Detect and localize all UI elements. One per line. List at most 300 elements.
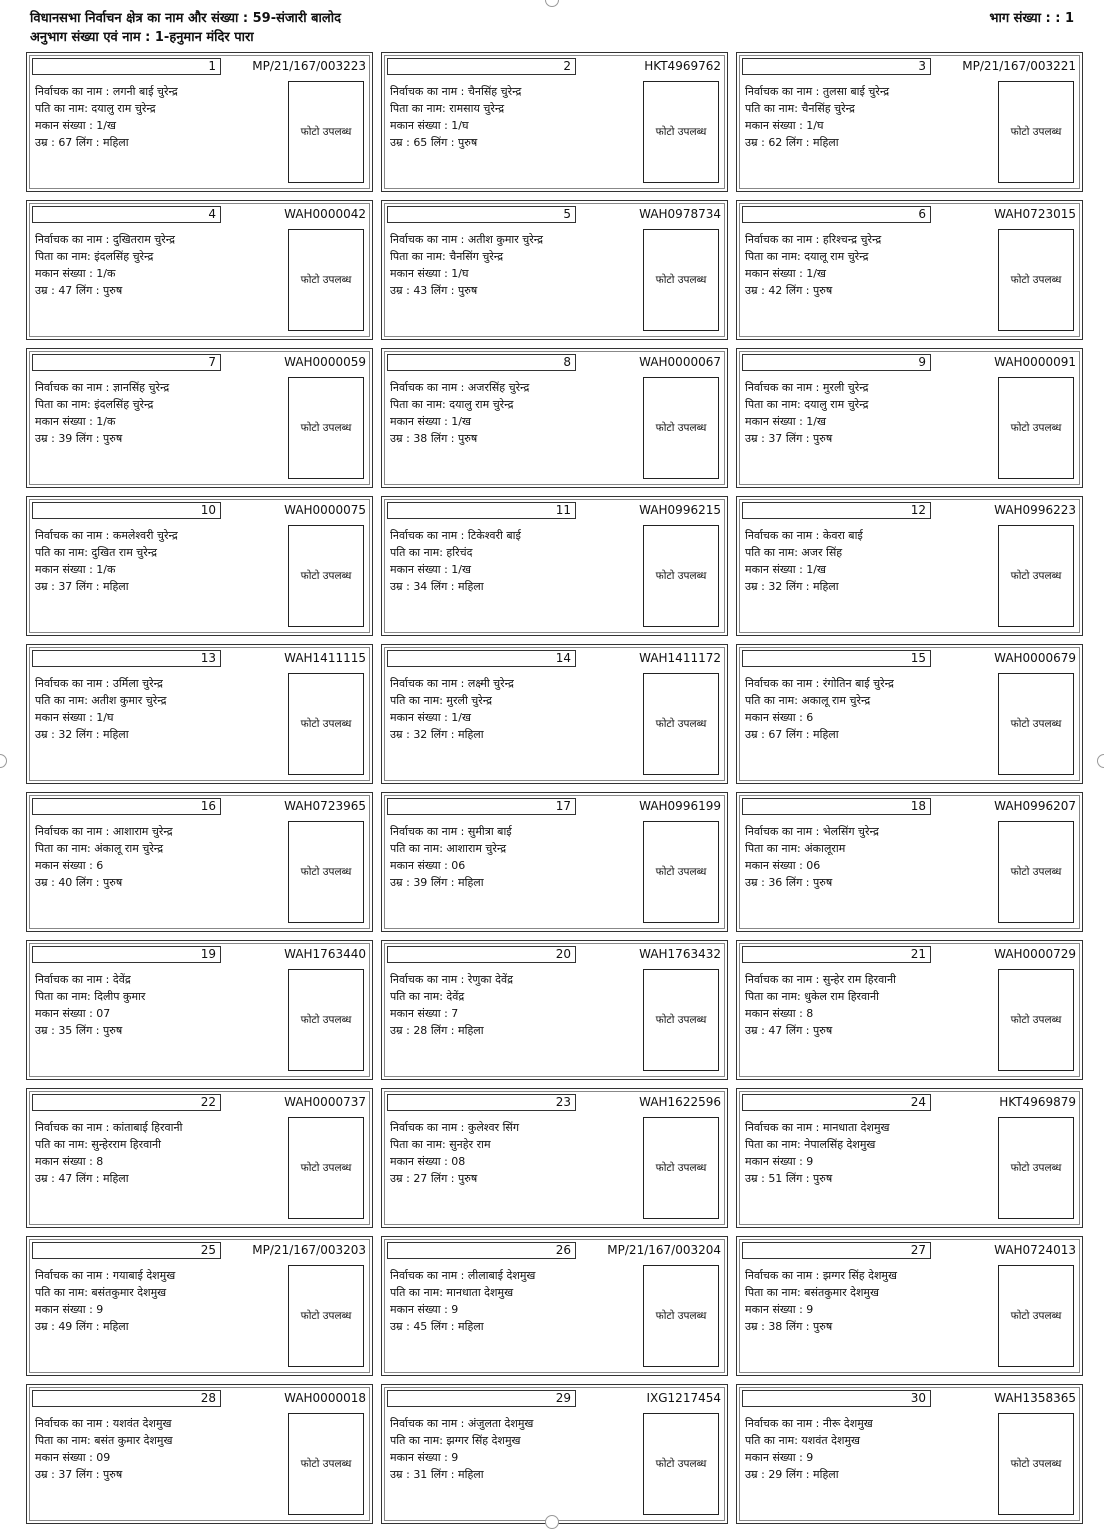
age-value: 65 (413, 136, 428, 149)
elector-label: निर्वाचक का नाम (745, 1121, 813, 1134)
relative-name: दयालू राम चुरेन्द्र (804, 250, 869, 263)
gender-label: लिंग (785, 1024, 803, 1037)
relation-label: पिता का नाम (390, 398, 443, 411)
voter-details (35, 1415, 173, 1483)
relative-name-line: पति का नाम: अतीश कुमार चुरेन्द्र (35, 694, 167, 707)
serial-number: 20 (387, 946, 576, 963)
photo-box (288, 229, 364, 331)
house-label: मकान संख्या (390, 1451, 441, 1464)
age-gender-line: उम्र : 67 लिंग : महिला (745, 728, 839, 741)
house-number-line: मकान संख्या : 8 (35, 1155, 104, 1168)
age-gender-line: उम्र : 37 लिंग : पुरुष (745, 432, 833, 445)
photo-box (998, 1265, 1074, 1367)
elector-name: मुरली चुरेन्द्र (822, 381, 869, 394)
elector-name-line: निर्वाचक का नाम : तुलसा बाई चुरेन्द्र (745, 85, 890, 98)
house-number: 6 (96, 859, 104, 872)
house-number: 1/ख (451, 563, 471, 576)
relative-name-line: पिता का नाम: सुनहेर राम (390, 1138, 491, 1151)
photo-available-label: फोटो उपलब्ध (300, 422, 352, 434)
photo-box (643, 821, 719, 923)
serial-number: 30 (742, 1390, 931, 1407)
photo-box (643, 81, 719, 183)
relative-name-line: पति का नाम: दयालु राम चुरेन्द्र (35, 102, 156, 115)
gender-label: लिंग (430, 728, 448, 741)
gender-value: पुरुष (103, 432, 123, 445)
epic-number: MP/21/167/003203 (252, 1243, 366, 1257)
relation-label: पिता का नाम (390, 1138, 443, 1151)
relative-name: देवेंद्र (446, 990, 465, 1003)
age-gender-line: उम्र : 38 लिंग : पुरुष (745, 1320, 833, 1333)
age-gender-line: उम्र : 31 लिंग : महिला (390, 1468, 484, 1481)
relation-label: पति का नाम (35, 1138, 85, 1151)
elector-label: निर्वाचक का नाम (390, 1121, 458, 1134)
house-number: 1/घ (806, 119, 824, 132)
epic-number: WAH0000042 (284, 207, 366, 221)
elector-name-line: निर्वाचक का नाम : रेणुका देवेंद्र (390, 973, 513, 986)
elector-name-line: निर्वाचक का नाम : झग्गर सिंह देशमुख (745, 1269, 898, 1282)
age-gender-line: उम्र : 32 लिंग : महिला (745, 580, 839, 593)
elector-name: रेणुका देवेंद्र (467, 973, 513, 986)
gender-label: लिंग (430, 136, 448, 149)
elector-name: यशवंत देशमुख (112, 1417, 172, 1430)
photo-available-label: फोटो उपलब्ध (655, 1310, 707, 1322)
house-number: 07 (96, 1007, 111, 1020)
elector-label: निर्वाचक का नाम (745, 973, 813, 986)
age-value: 38 (413, 432, 428, 445)
elector-name-line: निर्वाचक का नाम : ज्ञानसिंह चुरेन्द्र (35, 381, 170, 394)
house-number: 06 (451, 859, 466, 872)
relative-name-line: पिता का नाम: अंकालूराम (745, 842, 846, 855)
relative-name-line: पति का नाम: अजर सिंह (745, 546, 843, 559)
voter-card (381, 644, 728, 784)
house-number-line: मकान संख्या : 9 (390, 1303, 459, 1316)
epic-number: MP/21/167/003221 (962, 59, 1076, 73)
relation-label: पिता का नाम (745, 398, 798, 411)
voter-details (35, 83, 178, 151)
relative-name: दयालु राम चुरेन्द्र (91, 102, 156, 115)
elector-name: अंजुलता देशमुख (467, 1417, 534, 1430)
house-number-line: मकान संख्या : 09 (35, 1451, 111, 1464)
gender-value: महिला (103, 1320, 129, 1333)
elector-label: निर्वाचक का नाम (390, 381, 458, 394)
house-number-line: मकान संख्या : 9 (745, 1303, 814, 1316)
photo-available-label: फोटो उपलब्ध (655, 1014, 707, 1026)
photo-available-label: फोटो उपलब्ध (300, 1162, 352, 1174)
voter-details (745, 971, 896, 1039)
house-number: 6 (806, 711, 814, 724)
registration-mark-right (1097, 754, 1104, 768)
voter-card (26, 792, 373, 932)
relative-name: इंदलसिंह चुरेन्द्र (94, 398, 154, 411)
gender-value: महिला (458, 728, 484, 741)
serial-number: 18 (742, 798, 931, 815)
epic-number: WAH0000067 (639, 355, 721, 369)
gender-label: लिंग (430, 1468, 448, 1481)
gender-value: महिला (458, 580, 484, 593)
epic-number: HKT4969762 (644, 59, 721, 73)
voter-card (26, 1236, 373, 1376)
photo-available-label: फोटो उपलब्ध (1010, 718, 1062, 730)
serial-number: 28 (32, 1390, 221, 1407)
age-gender-line: उम्र : 39 लिंग : पुरुष (35, 432, 123, 445)
relation-label: पिता का नाम (745, 1286, 798, 1299)
elector-name: गयाबाई देशमुख (112, 1269, 176, 1282)
serial-number: 16 (32, 798, 221, 815)
relative-name-line: पिता का नाम: अंकालू राम चुरेन्द्र (35, 842, 164, 855)
photo-available-label: फोटो उपलब्ध (655, 126, 707, 138)
voter-details (390, 823, 512, 891)
voter-card (26, 644, 373, 784)
voter-details (35, 527, 178, 595)
gender-label: लिंग (430, 1172, 448, 1185)
house-label: मकान संख्या (35, 267, 86, 280)
house-number-line: मकान संख्या : 06 (390, 859, 466, 872)
epic-number: WAH0996199 (639, 799, 721, 813)
epic-number: MP/21/167/003223 (252, 59, 366, 73)
age-value: 31 (413, 1468, 428, 1481)
part-number: भाग संख्या : : 1 (989, 11, 1074, 26)
relative-name: यशवंत देशमुख (801, 1434, 861, 1447)
house-label: मकान संख्या (35, 711, 86, 724)
elector-label: निर्वाचक का नाम (390, 85, 458, 98)
serial-number: 27 (742, 1242, 931, 1259)
photo-box (998, 81, 1074, 183)
voter-card (736, 644, 1083, 784)
elector-label: निर्वाचक का नाम (390, 233, 458, 246)
relative-name: चैनसिंग चुरेन्द्र (449, 250, 504, 263)
house-label: मकान संख्या (35, 563, 86, 576)
serial-number: 17 (387, 798, 576, 815)
elector-label: निर्वाचक का नाम (390, 1417, 458, 1430)
gender-value: पुरुष (458, 432, 478, 445)
epic-number: WAH0996207 (994, 799, 1076, 813)
gender-label: लिंग (785, 728, 803, 741)
voter-details (390, 527, 521, 595)
photo-box (288, 1413, 364, 1515)
age-gender-line: उम्र : 49 लिंग : महिला (35, 1320, 129, 1333)
house-number: 9 (96, 1303, 104, 1316)
age-value: 67 (768, 728, 783, 741)
elector-label: निर्वाचक का नाम (390, 825, 458, 838)
age-value: 47 (768, 1024, 783, 1037)
relative-name: दुखित राम चुरेन्द्र (91, 546, 158, 559)
age-gender-line: उम्र : 39 लिंग : महिला (390, 876, 484, 889)
age-label: उम्र (745, 728, 758, 741)
photo-box (288, 81, 364, 183)
relative-name: झग्गर सिंह देशमुख (446, 1434, 521, 1447)
age-value: 28 (413, 1024, 428, 1037)
relative-name-line: पिता का नाम: दयालु राम चुरेन्द्र (745, 398, 869, 411)
voter-card (26, 52, 373, 192)
photo-available-label: फोटो उपलब्ध (1010, 570, 1062, 582)
elector-name-line: निर्वाचक का नाम : टिकेश्वरी बाई (390, 529, 521, 542)
relative-name: इंदलसिंह चुरेन्द्र (94, 250, 154, 263)
age-gender-line: उम्र : 67 लिंग : महिला (35, 136, 129, 149)
elector-name: झग्गर सिंह देशमुख (822, 1269, 898, 1282)
house-label: मकान संख्या (35, 119, 86, 132)
elector-label: निर्वाचक का नाम (35, 677, 103, 690)
relative-name: बसंत कुमार देशमुख (94, 1434, 173, 1447)
elector-label: निर्वाचक का नाम (390, 529, 458, 542)
gender-value: महिला (458, 1468, 484, 1481)
elector-name: लगनी बाई चुरेन्द्र (112, 85, 178, 98)
elector-name-line: निर्वाचक का नाम : रंगोतिन बाई चुरेन्द्र (745, 677, 894, 690)
voter-card (26, 1088, 373, 1228)
age-value: 39 (58, 432, 73, 445)
relation-label: पति का नाम (390, 1286, 440, 1299)
gender-value: पुरुष (813, 1024, 833, 1037)
relative-name-line: पिता का नाम: चैनसिंग चुरेन्द्र (390, 250, 504, 263)
photo-box (643, 673, 719, 775)
relative-name: बसंतकुमार देशमुख (91, 1286, 167, 1299)
elector-name: भेलसिंग चुरेन्द्र (822, 825, 879, 838)
voter-card (736, 200, 1083, 340)
elector-name: उर्मिला चुरेन्द्र (112, 677, 163, 690)
gender-label: लिंग (75, 284, 93, 297)
gender-value: पुरुष (458, 1172, 478, 1185)
photo-box (998, 1117, 1074, 1219)
house-label: मकान संख्या (745, 859, 796, 872)
house-number: 9 (451, 1451, 459, 1464)
photo-box (643, 229, 719, 331)
relative-name-line: पति का नाम: आशाराम चुरेन्द्र (390, 842, 507, 855)
photo-available-label: फोटो उपलब्ध (300, 1014, 352, 1026)
age-label: उम्र (745, 1024, 758, 1037)
gender-label: लिंग (75, 136, 93, 149)
voter-card (381, 1384, 728, 1524)
voter-card (736, 1088, 1083, 1228)
elector-label: निर्वाचक का नाम (35, 381, 103, 394)
age-value: 42 (768, 284, 783, 297)
house-label: मकान संख्या (35, 1155, 86, 1168)
epic-number: WAH1763432 (639, 947, 721, 961)
house-label: मकान संख्या (745, 267, 796, 280)
house-number: 1/ख (806, 415, 826, 428)
relation-label: पति का नाम (390, 1434, 440, 1447)
elector-name: दुखितराम चुरेन्द्र (112, 233, 175, 246)
photo-available-label: फोटो उपलब्ध (300, 1310, 352, 1322)
voter-card (736, 496, 1083, 636)
age-label: उम्र (35, 136, 48, 149)
house-label: मकान संख्या (745, 1155, 796, 1168)
voter-details (35, 1267, 175, 1335)
gender-value: महिला (813, 728, 839, 741)
age-gender-line: उम्र : 43 लिंग : पुरुष (390, 284, 478, 297)
house-number-line: मकान संख्या : 9 (745, 1451, 814, 1464)
voter-details (745, 1267, 897, 1335)
elector-name: हरिश्चन्द्र चुरेन्द्र (822, 233, 882, 246)
epic-number: WAH0723965 (284, 799, 366, 813)
house-number: 9 (806, 1303, 814, 1316)
age-value: 47 (58, 1172, 73, 1185)
elector-name: आशाराम चुरेन्द्र (112, 825, 173, 838)
elector-name-line: निर्वाचक का नाम : भेलसिंग चुरेन्द्र (745, 825, 879, 838)
photo-available-label: फोटो उपलब्ध (655, 718, 707, 730)
elector-name-line: निर्वाचक का नाम : अंजुलता देशमुख (390, 1417, 534, 1430)
relation-label: पति का नाम (745, 546, 795, 559)
house-label: मकान संख्या (390, 563, 441, 576)
elector-name: केवरा बाई (822, 529, 863, 542)
house-number-line: मकान संख्या : 6 (745, 711, 814, 724)
elector-name-line: निर्वाचक का नाम : कांताबाई हिरवानी (35, 1121, 183, 1134)
epic-number: WAH0978734 (639, 207, 721, 221)
elector-label: निर्वाचक का नाम (745, 233, 813, 246)
relation-label: पिता का नाम (745, 1138, 798, 1151)
age-label: उम्र (390, 1468, 403, 1481)
relation-label: पिता का नाम (35, 398, 88, 411)
voter-grid (26, 52, 1083, 1524)
voter-details (390, 1119, 519, 1187)
photo-box (643, 1265, 719, 1367)
elector-label: निर्वाचक का नाम (390, 1269, 458, 1282)
relative-name-line: पति का नाम: दुखित राम चुरेन्द्र (35, 546, 158, 559)
age-gender-line: उम्र : 36 लिंग : पुरुष (745, 876, 833, 889)
elector-name: रंगोतिन बाई चुरेन्द्र (822, 677, 894, 690)
gender-value: पुरुष (813, 284, 833, 297)
age-gender-line: उम्र : 27 लिंग : पुरुष (390, 1172, 478, 1185)
gender-value: महिला (103, 728, 129, 741)
gender-value: महिला (103, 580, 129, 593)
photo-box (643, 969, 719, 1071)
voter-card (381, 200, 728, 340)
photo-available-label: फोटो उपलब्ध (655, 1458, 707, 1470)
epic-number: WAH0996215 (639, 503, 721, 517)
house-number-line: मकान संख्या : 1/ख (745, 415, 826, 428)
elector-name: देवेंद्र (112, 973, 131, 986)
house-number: 08 (451, 1155, 466, 1168)
elector-name: लक्ष्मी चुरेन्द्र (467, 677, 514, 690)
serial-number: 19 (32, 946, 221, 963)
voter-card (26, 1384, 373, 1524)
relation-label: पति का नाम (35, 546, 85, 559)
house-number-line: मकान संख्या : 1/घ (745, 119, 824, 132)
photo-available-label: फोटो उपलब्ध (300, 718, 352, 730)
elector-label: निर्वाचक का नाम (745, 1269, 813, 1282)
relation-label: पति का नाम (390, 842, 440, 855)
relative-name-line: पिता का नाम: दयालु राम चुरेन्द्र (390, 398, 514, 411)
age-gender-line: उम्र : 42 लिंग : पुरुष (745, 284, 833, 297)
relative-name-line: पिता का नाम: रामसाय चुरेन्द्र (390, 102, 505, 115)
gender-value: महिला (813, 580, 839, 593)
relation-label: पति का नाम (745, 694, 795, 707)
gender-value: पुरुष (103, 1024, 123, 1037)
voter-details (745, 527, 863, 595)
age-label: उम्र (390, 580, 403, 593)
house-number-line: मकान संख्या : 9 (390, 1451, 459, 1464)
age-label: उम्र (745, 1468, 758, 1481)
gender-label: लिंग (785, 432, 803, 445)
photo-box (643, 377, 719, 479)
elector-name-line: निर्वाचक का नाम : कुलेश्वर सिंग (390, 1121, 520, 1134)
voter-card (381, 348, 728, 488)
relative-name-line: पिता का नाम: दयालू राम चुरेन्द्र (745, 250, 869, 263)
house-label: मकान संख्या (390, 119, 441, 132)
voter-card (381, 1088, 728, 1228)
voter-card (736, 940, 1083, 1080)
relative-name: हरिचंद (446, 546, 473, 559)
age-label: उम्र (35, 876, 48, 889)
epic-number: WAH1411172 (639, 651, 721, 665)
relation-label: पति का नाम (390, 694, 440, 707)
serial-number: 6 (742, 206, 931, 223)
gender-value: पुरुष (103, 876, 123, 889)
relation-label: पिता का नाम (390, 102, 443, 115)
photo-available-label: फोटो उपलब्ध (300, 126, 352, 138)
voter-details (745, 823, 879, 891)
relation-label: पिता का नाम (390, 250, 443, 263)
voter-details (390, 1267, 535, 1335)
relative-name-line: पति का नाम: यशवंत देशमुख (745, 1434, 861, 1447)
elector-label: निर्वाचक का नाम (745, 381, 813, 394)
photo-available-label: फोटो उपलब्ध (1010, 422, 1062, 434)
serial-number: 21 (742, 946, 931, 963)
photo-box (998, 525, 1074, 627)
photo-available-label: फोटो उपलब्ध (1010, 274, 1062, 286)
serial-number: 8 (387, 354, 576, 371)
gender-value: पुरुष (813, 1172, 833, 1185)
serial-number: 29 (387, 1390, 576, 1407)
gender-label: लिंग (785, 136, 803, 149)
voter-details (745, 231, 881, 299)
voter-card (26, 348, 373, 488)
elector-name-line: निर्वाचक का नाम : अजरसिंह चुरेन्द्र (390, 381, 530, 394)
epic-number: WAH1622596 (639, 1095, 721, 1109)
voter-details (35, 231, 175, 299)
elector-name-line: निर्वाचक का नाम : सुन्हेर राम हिरवानी (745, 973, 896, 986)
age-label: उम्र (390, 1320, 403, 1333)
house-label: मकान संख्या (390, 415, 441, 428)
relative-name-line: पिता का नाम: बसंत कुमार देशमुख (35, 1434, 173, 1447)
age-gender-line: उम्र : 51 लिंग : पुरुष (745, 1172, 833, 1185)
age-label: उम्र (390, 136, 403, 149)
gender-label: लिंग (75, 1468, 93, 1481)
gender-label: लिंग (785, 1320, 803, 1333)
photo-available-label: फोटो उपलब्ध (1010, 1458, 1062, 1470)
epic-number: WAH0000091 (994, 355, 1076, 369)
age-label: उम्र (390, 1172, 403, 1185)
photo-available-label: फोटो उपलब्ध (1010, 1310, 1062, 1322)
elector-name-line: निर्वाचक का नाम : मानधाता देशमुख (745, 1121, 890, 1134)
epic-number: WAH0996223 (994, 503, 1076, 517)
house-number: 1/क (96, 563, 116, 576)
photo-box (998, 821, 1074, 923)
relative-name: अजर सिंह (801, 546, 843, 559)
serial-number: 9 (742, 354, 931, 371)
age-label: उम्र (35, 432, 48, 445)
photo-box (998, 673, 1074, 775)
epic-number: WAH0000059 (284, 355, 366, 369)
age-value: 39 (413, 876, 428, 889)
relation-label: पिता का नाम (35, 250, 88, 263)
gender-label: लिंग (785, 284, 803, 297)
epic-number: WAH0000729 (994, 947, 1076, 961)
relative-name-line: पति का नाम: हरिचंद (390, 546, 473, 559)
house-number: 7 (451, 1007, 459, 1020)
voter-details (35, 823, 173, 891)
house-number-line: मकान संख्या : 1/क (35, 415, 116, 428)
registration-mark-left (0, 754, 7, 768)
voter-details (745, 1119, 890, 1187)
elector-name: कांताबाई हिरवानी (112, 1121, 183, 1134)
relative-name-line: पति का नाम: मुरली चुरेन्द्र (390, 694, 493, 707)
elector-name-line: निर्वाचक का नाम : नीरू देशमुख (745, 1417, 873, 1430)
epic-number: WAH0723015 (994, 207, 1076, 221)
section-title: अनुभाग संख्या एवं नाम : 1-हनुमान मंदिर पारा (30, 30, 254, 45)
elector-name: मानधाता देशमुख (822, 1121, 890, 1134)
relation-label: पिता का नाम (35, 1434, 88, 1447)
house-label: मकान संख्या (390, 1303, 441, 1316)
photo-box (288, 1117, 364, 1219)
